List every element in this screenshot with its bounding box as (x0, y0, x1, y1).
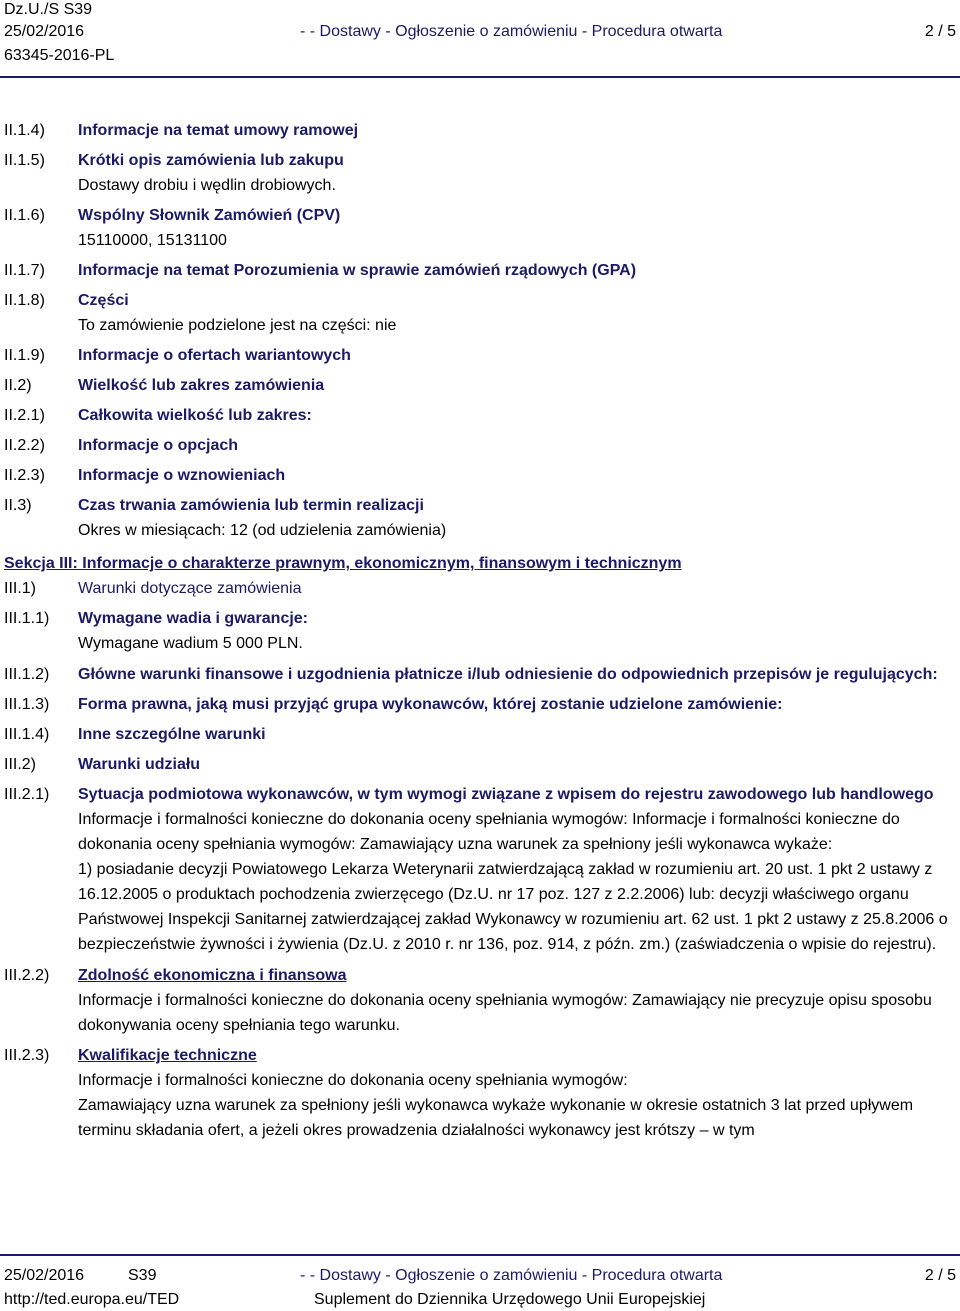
journal-reference: Dz.U./S S39 (4, 1, 93, 18)
item-number: II.1.6) (4, 207, 45, 224)
section-item (0, 343, 960, 368)
section-item (0, 373, 960, 398)
item-text: Zamawiający uzna warunek za spełniony jeśli wykonawca wykaże wykonanie w okresie ostatnich 3 lat przed upływem terminu składania ofert, a jeżeli okres prowadzenia działalności wykonawcy jest krótszy – w tym (78, 1097, 914, 1139)
item-title: Całkowita wielkość lub zakres: (78, 407, 312, 424)
section-heading: Sekcja III: Informacje o charakterze prawnym, ekonomicznym, finansowym i technicznym (4, 555, 682, 572)
item-title: Informacje na temat Porozumienia w sprawie zamówień rządowych (GPA) (78, 262, 637, 279)
item-number: III.2.1) (4, 786, 50, 803)
item-text: 15110000, 15131100 (78, 232, 227, 249)
section-item (0, 118, 960, 143)
item-number: III.1.1) (4, 610, 50, 627)
section-item (0, 662, 960, 687)
section-item (0, 606, 960, 656)
section-item (0, 203, 960, 253)
item-number: II.3) (4, 497, 32, 514)
item-title: Kwalifikacje techniczne (78, 1047, 257, 1064)
section-item (0, 963, 960, 1038)
section-item (0, 692, 960, 717)
item-text: 1) posiadanie decyzji Powiatowego Lekarza Weterynarii zatwierdzającą zakład w rozumieniu art. 20 ust. 1 pkt 2 ustawy z 16.12.2005 o produktach pochodzenia zwierzęcego (Dz.U. nr 17 poz. 127 z 2.2.2006) lub: decyzji właściwego organu Państwowej Inspekcji Sanitarnej zatwierdzającej zakład Wykonawcy w rozumieniu art. 62 ust. 1 pkt 2 ustawy z 25.8.2006 o bezpieczeństwie żywności i żywienia (Dz.U. z 2010 r. nr 136, poz. 914, z późn. zm.) (zaświadczenia o wpisie do rejestru). (78, 861, 948, 953)
footer-supplement: Suplement do Dziennika Urzędowego Unii Europejskiej (314, 1291, 706, 1308)
item-text: Okres w miesiącach: 12 (od udzielenia zamówienia) (78, 522, 447, 539)
item-number: II.1.8) (4, 292, 45, 309)
section-item (0, 463, 960, 488)
item-text: Informacje i formalności konieczne do dokonania oceny spełniania wymogów: Zamawiający nie precyzuje opisu sposobu dokonywania oceny spełniania tego warunku. (78, 992, 932, 1034)
item-text: Dostawy drobiu i wędlin drobiowych. (78, 177, 336, 194)
item-title: Sytuacja podmiotowa wykonawców, w tym wymogi związane z wpisem do rejestru zawodowego lub handlowego (78, 786, 934, 803)
section-item (0, 288, 960, 338)
item-title: Wspólny Słownik Zamówień (CPV) (78, 207, 341, 224)
item-number: II.2.3) (4, 467, 45, 484)
notice-content (0, 118, 960, 1143)
item-title: Informacje na temat umowy ramowej (78, 122, 359, 139)
footer-title: - - Dostawy - Ogłoszenie o zamówieniu - Procedura otwarta (300, 1267, 723, 1284)
item-number: III.1.3) (4, 696, 50, 713)
footer-series: S39 (128, 1267, 157, 1284)
item-title: Wymagane wadia i gwarancje: (78, 610, 309, 627)
section-item (0, 752, 960, 777)
footer-divider (0, 1254, 960, 1256)
item-number: II.1.5) (4, 152, 45, 169)
item-title: Informacje o opcjach (78, 437, 239, 454)
item-number: III.1.2) (4, 666, 50, 683)
section-item (0, 493, 960, 543)
item-title: Forma prawna, jaką musi przyjąć grupa wykonawców, której zostanie udzielone zamówienie: (78, 696, 783, 713)
item-number: II.2.1) (4, 407, 45, 424)
footer-page-number: 2 / 5 (924, 1267, 956, 1284)
item-number: II.1.7) (4, 262, 45, 279)
section-item (0, 403, 960, 428)
header-page-number: 2 / 5 (924, 23, 956, 40)
notice-id: 63345-2016-PL (4, 47, 115, 64)
footer-date: 25/02/2016 (4, 1267, 85, 1284)
section-item (0, 258, 960, 283)
header-divider (0, 76, 960, 78)
item-title: Wielkość lub zakres zamówienia (78, 377, 325, 394)
item-number: III.1.4) (4, 726, 50, 743)
item-number: III.2.2) (4, 967, 50, 984)
item-title: Warunki dotyczące zamówienia (78, 580, 302, 597)
item-number: II.2.2) (4, 437, 45, 454)
item-title: Inne szczególne warunki (78, 726, 266, 743)
section-item (0, 722, 960, 747)
section-item (0, 782, 960, 957)
item-number: II.2) (4, 377, 32, 394)
header-title: - - Dostawy - Ogłoszenie o zamówieniu - Procedura otwarta (300, 23, 723, 40)
header-date: 25/02/2016 (4, 23, 85, 40)
item-text: Wymagane wadium 5 000 PLN. (78, 635, 303, 652)
item-number: II.1.9) (4, 347, 45, 364)
item-title: Krótki opis zamówienia lub zakupu (78, 152, 344, 169)
item-title: Czas trwania zamówienia lub termin realizacji (78, 497, 424, 514)
item-title: Zdolność ekonomiczna i finansowa (78, 967, 347, 984)
item-number: III.1) (4, 580, 37, 597)
item-text: Informacje i formalności konieczne do dokonania oceny spełniania wymogów: Informacje i formalności konieczne do dokonania oceny spełniania wymogów: Zamawiający uzna warunek za spełniony jeśli wykonawca wykaże: (78, 811, 900, 853)
section-item (0, 148, 960, 198)
item-number: III.2.3) (4, 1047, 50, 1064)
item-number: III.2) (4, 756, 37, 773)
item-title: Informacje o wznowieniach (78, 467, 286, 484)
item-title: Części (78, 292, 129, 309)
item-number: II.1.4) (4, 122, 45, 139)
item-title: Główne warunki finansowe i uzgodnienia płatnicze i/lub odniesienie do odpowiednich przepisów je regulujących: (78, 666, 938, 683)
section-item (0, 1043, 960, 1143)
section-item (0, 433, 960, 458)
item-title: Warunki udziału (78, 756, 201, 773)
section-item (0, 576, 960, 601)
footer-url[interactable]: http://ted.europa.eu/TED (4, 1291, 180, 1308)
item-title: Informacje o ofertach wariantowych (78, 347, 351, 364)
item-text: To zamówienie podzielone jest na części: nie (78, 317, 397, 334)
item-text: Informacje i formalności konieczne do dokonania oceny spełniania wymogów: (78, 1072, 628, 1089)
